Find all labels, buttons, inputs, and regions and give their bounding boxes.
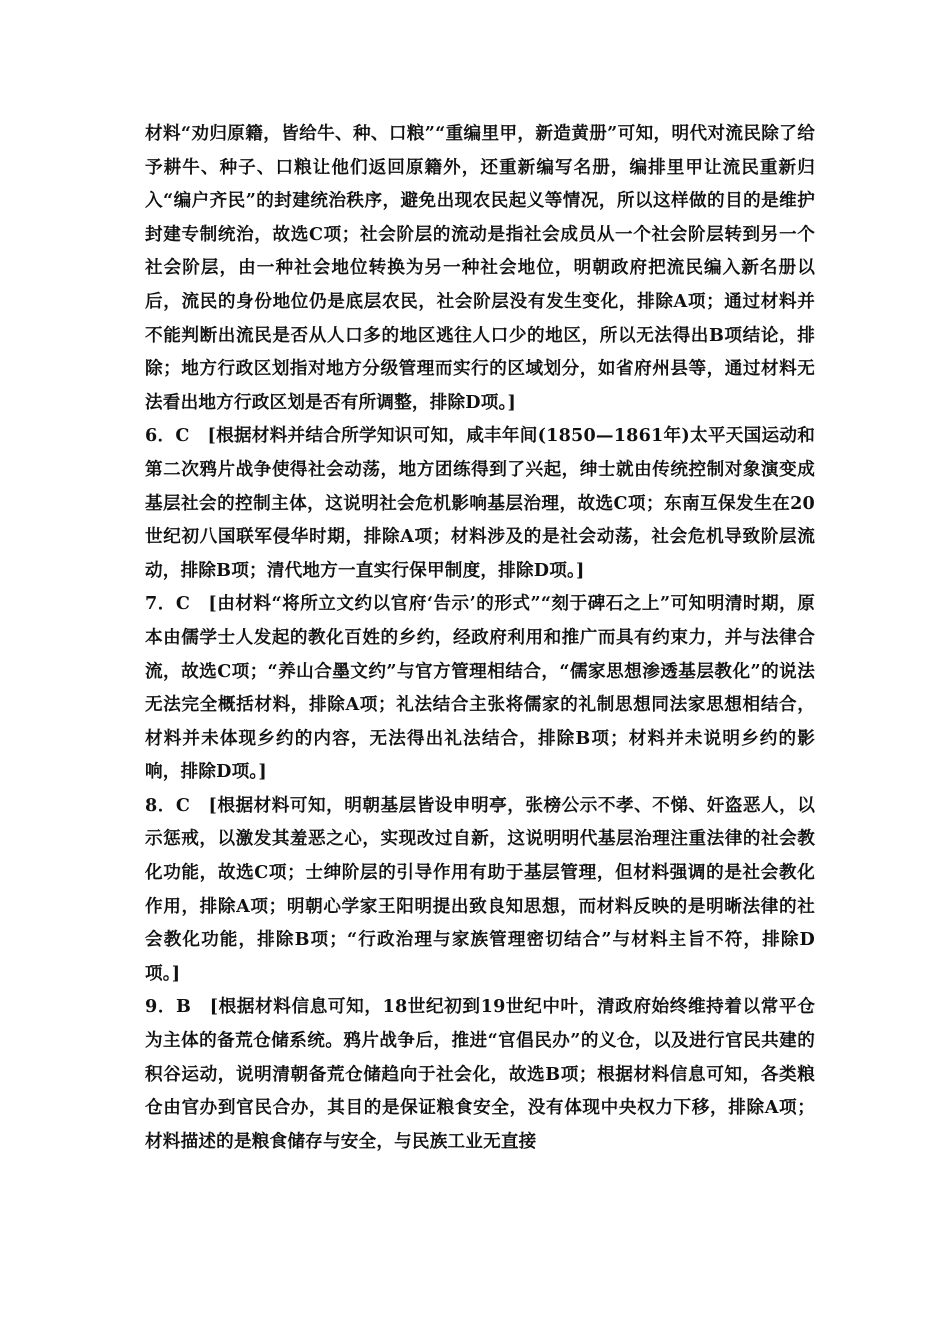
answer-paragraph-6: 6．C [根据材料并结合所学知识可知，咸丰年间(1850—1861年)太平天国运动和第二次鸦片战争使得社会动荡，地方团练得到了兴起，绅士就由传统控制对象演变成基层社会的控制主体，这说明社会危机影响基层治理，故选C项；东南互保发生在20世纪初八国联军侵华时期，排除A项；材料涉及的是社会动荡，社会危机导致阶层流动，排除B项；清代地方一直实行保甲制度，排除D项。]	[145, 425, 815, 581]
answer-text-body	[145, 117, 815, 1158]
answer-paragraph-7: 7．C [由材料“将所立文约以官府‘告示’的形式”“刻于碑石之上”可知明清时期，原本由儒学士人发起的教化百姓的乡约，经政府利用和推广而具有约束力，并与法律合流，故选C项；“养山合墨文约”与官方管理相结合，“儒家思想渗透基层教化”的说法无法完全概括材料，排除A项；礼法结合主张将儒家的礼制思想同法家思想相结合，材料并未体现乡约的内容，无法得出礼法结合，排除B项；材料并未说明乡约的影响，排除D项。]	[145, 593, 815, 783]
answer-paragraph-9: 9．B [根据材料信息可知，18世纪初到19世纪中叶，清政府始终维持着以常平仓为主体的备荒仓储系统。鸦片战争后，推进“官倡民办”的义仓，以及进行官民共建的积谷运动，说明清朝备荒仓储趋向于社会化，故选B项；根据材料信息可知，各类粮仓由官办到官民合办，其目的是保证粮食安全，没有体现中央权力下移，排除A项；材料描述的是粮食储存与安全，与民族工业无直接	[145, 996, 815, 1152]
answer-paragraph-8: 8．C [根据材料可知，明朝基层皆设申明亭，张榜公示不孝、不悌、奸盗恶人，以示惩戒，以激发其羞恶之心，实现改过自新，这说明明代基层治理注重法律的社会教化功能，故选C项；士绅阶层的引导作用有助于基层管理，但材料强调的是社会教化作用，排除A项；明朝心学家王阳明提出致良知思想，而材料反映的是明晰法律的社会教化功能，排除B项；“行政治理与家族管理密切结合”与材料主旨不符，排除D项。]	[145, 794, 815, 984]
answer-paragraph-5-continued: 材料“劝归原籍，皆给牛、种、口粮”“重编里甲，新造黄册”可知，明代对流民除了给予耕牛、种子、口粮让他们返回原籍外，还重新编写名册，编排里甲让流民重新归入“编户齐民”的封建统治秩序，避免出现农民起义等情况，所以这样做的目的是维护封建专制统治，故选C项；社会阶层的流动是指社会成员从一个社会阶层转到另一个社会阶层，由一种社会地位转换为另一种社会地位，明朝政府把流民编入新名册以后，流民的身份地位仍是底层农民，社会阶层没有发生变化，排除A项；通过材料并不能判断出流民是否从人口多的地区逃往人口少的地区，所以无法得出B项结论，排除；地方行政区划指对地方分级管理而实行的区域划分，如省府州县等，通过材料无法看出地方行政区划是否有所调整，排除D项。]	[145, 123, 815, 413]
